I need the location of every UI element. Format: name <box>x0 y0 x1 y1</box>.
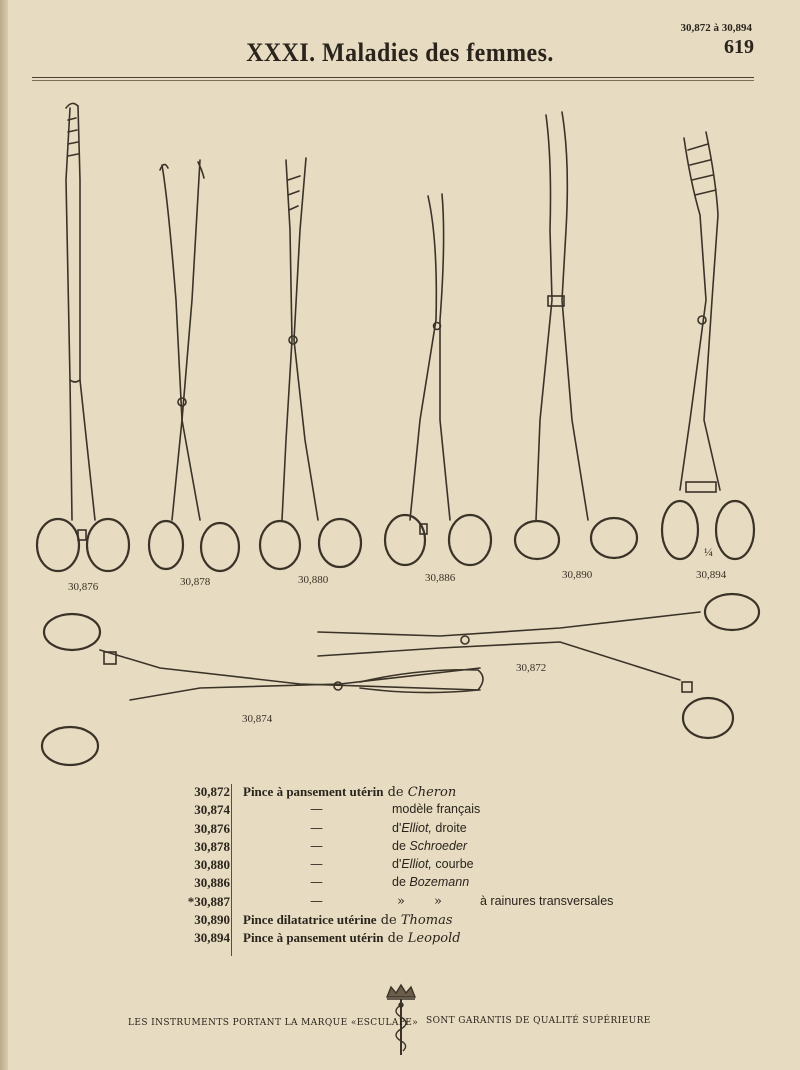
catalog-row <box>140 839 660 857</box>
item-maker: Elliot, <box>401 820 432 835</box>
catalog-row <box>140 930 660 948</box>
figure-label-30876: 30,876 <box>68 581 99 593</box>
item-number: 30,894 <box>194 930 230 946</box>
item-number: 30,876 <box>194 820 230 836</box>
item-title: Pince à pansement utérin <box>243 930 384 946</box>
figure-label-30878: 30,878 <box>180 576 211 588</box>
item-number: 30,880 <box>194 857 230 873</box>
item-variant: courbe <box>431 857 474 872</box>
figure-label-30894: 30,894 <box>696 569 727 581</box>
forceps-30874-illustration <box>42 614 483 765</box>
item-prep: d' <box>392 820 402 835</box>
item-maker: Leopold <box>407 931 461 947</box>
ditto-dash: — <box>310 893 323 909</box>
forceps-30894-illustration <box>662 132 754 559</box>
item-prep: de <box>392 875 410 890</box>
ditto-dash: — <box>310 802 323 818</box>
item-prep: de <box>387 785 408 800</box>
item-maker: Cheron <box>407 785 457 800</box>
item-number: 30,874 <box>194 802 230 818</box>
item-number: *30,887 <box>187 893 230 909</box>
item-title: Pince à pansement utérin <box>243 784 384 799</box>
catalog-row <box>140 857 660 875</box>
forceps-30876-illustration <box>37 103 129 571</box>
item-number: 30,878 <box>194 838 230 854</box>
item-number: 30,886 <box>194 875 230 891</box>
footer-right-text: SONT GARANTIS DE QUALITÉ SUPÉRIEURE <box>426 1016 651 1026</box>
page-range: 30,872 à 30,894 <box>680 22 752 34</box>
item-maker: Bozemann <box>409 875 470 890</box>
forceps-30886-illustration <box>385 194 491 565</box>
ditto-dash: — <box>310 820 323 836</box>
figure-label-30886: 30,886 <box>425 572 456 584</box>
scale-mark-30894: ¼ <box>704 545 713 559</box>
item-number: 30,890 <box>194 912 230 928</box>
item-number: 30,872 <box>194 784 230 799</box>
figure-label-30872: 30,872 <box>516 662 547 674</box>
item-prep: de <box>387 931 408 947</box>
ditto-dash: — <box>310 875 323 891</box>
item-variant: modèle français <box>392 802 481 817</box>
catalog-list <box>140 784 660 949</box>
page-number: 619 <box>724 36 754 58</box>
item-title: Pince dilatatrice utérine <box>243 912 377 928</box>
figure-label-30880: 30,880 <box>298 574 329 586</box>
item-prep: de <box>380 913 401 929</box>
footer-left-text: LES INSTRUMENTS PORTANT LA MARQUE «ESCULAPE» <box>128 1018 419 1028</box>
catalog-row <box>140 784 660 802</box>
forceps-30878-illustration <box>149 160 239 571</box>
item-maker: Schroeder <box>409 838 468 853</box>
catalog-row <box>140 802 660 820</box>
ditto-mark: » <box>397 893 405 909</box>
figure-label-30890: 30,890 <box>562 569 593 581</box>
item-variant: droite <box>431 820 467 835</box>
ditto-dash: — <box>310 857 323 873</box>
item-maker: Thomas <box>400 913 453 929</box>
page-title: XXXI. Maladies des femmes. <box>246 38 554 67</box>
forceps-30890-illustration <box>515 112 637 559</box>
ditto-mark: » <box>434 893 442 909</box>
catalog-row <box>140 912 660 930</box>
item-prep: d' <box>392 857 402 872</box>
catalog-row <box>140 875 660 893</box>
catalog-row <box>140 894 660 912</box>
ditto-dash: — <box>310 838 323 854</box>
item-variant: à rainures transversales <box>480 893 614 908</box>
figure-label-30874: 30,874 <box>242 713 273 725</box>
forceps-30880-illustration <box>260 158 361 569</box>
item-maker: Elliot, <box>401 857 432 872</box>
catalog-row <box>140 821 660 839</box>
item-prep: de <box>392 838 410 853</box>
